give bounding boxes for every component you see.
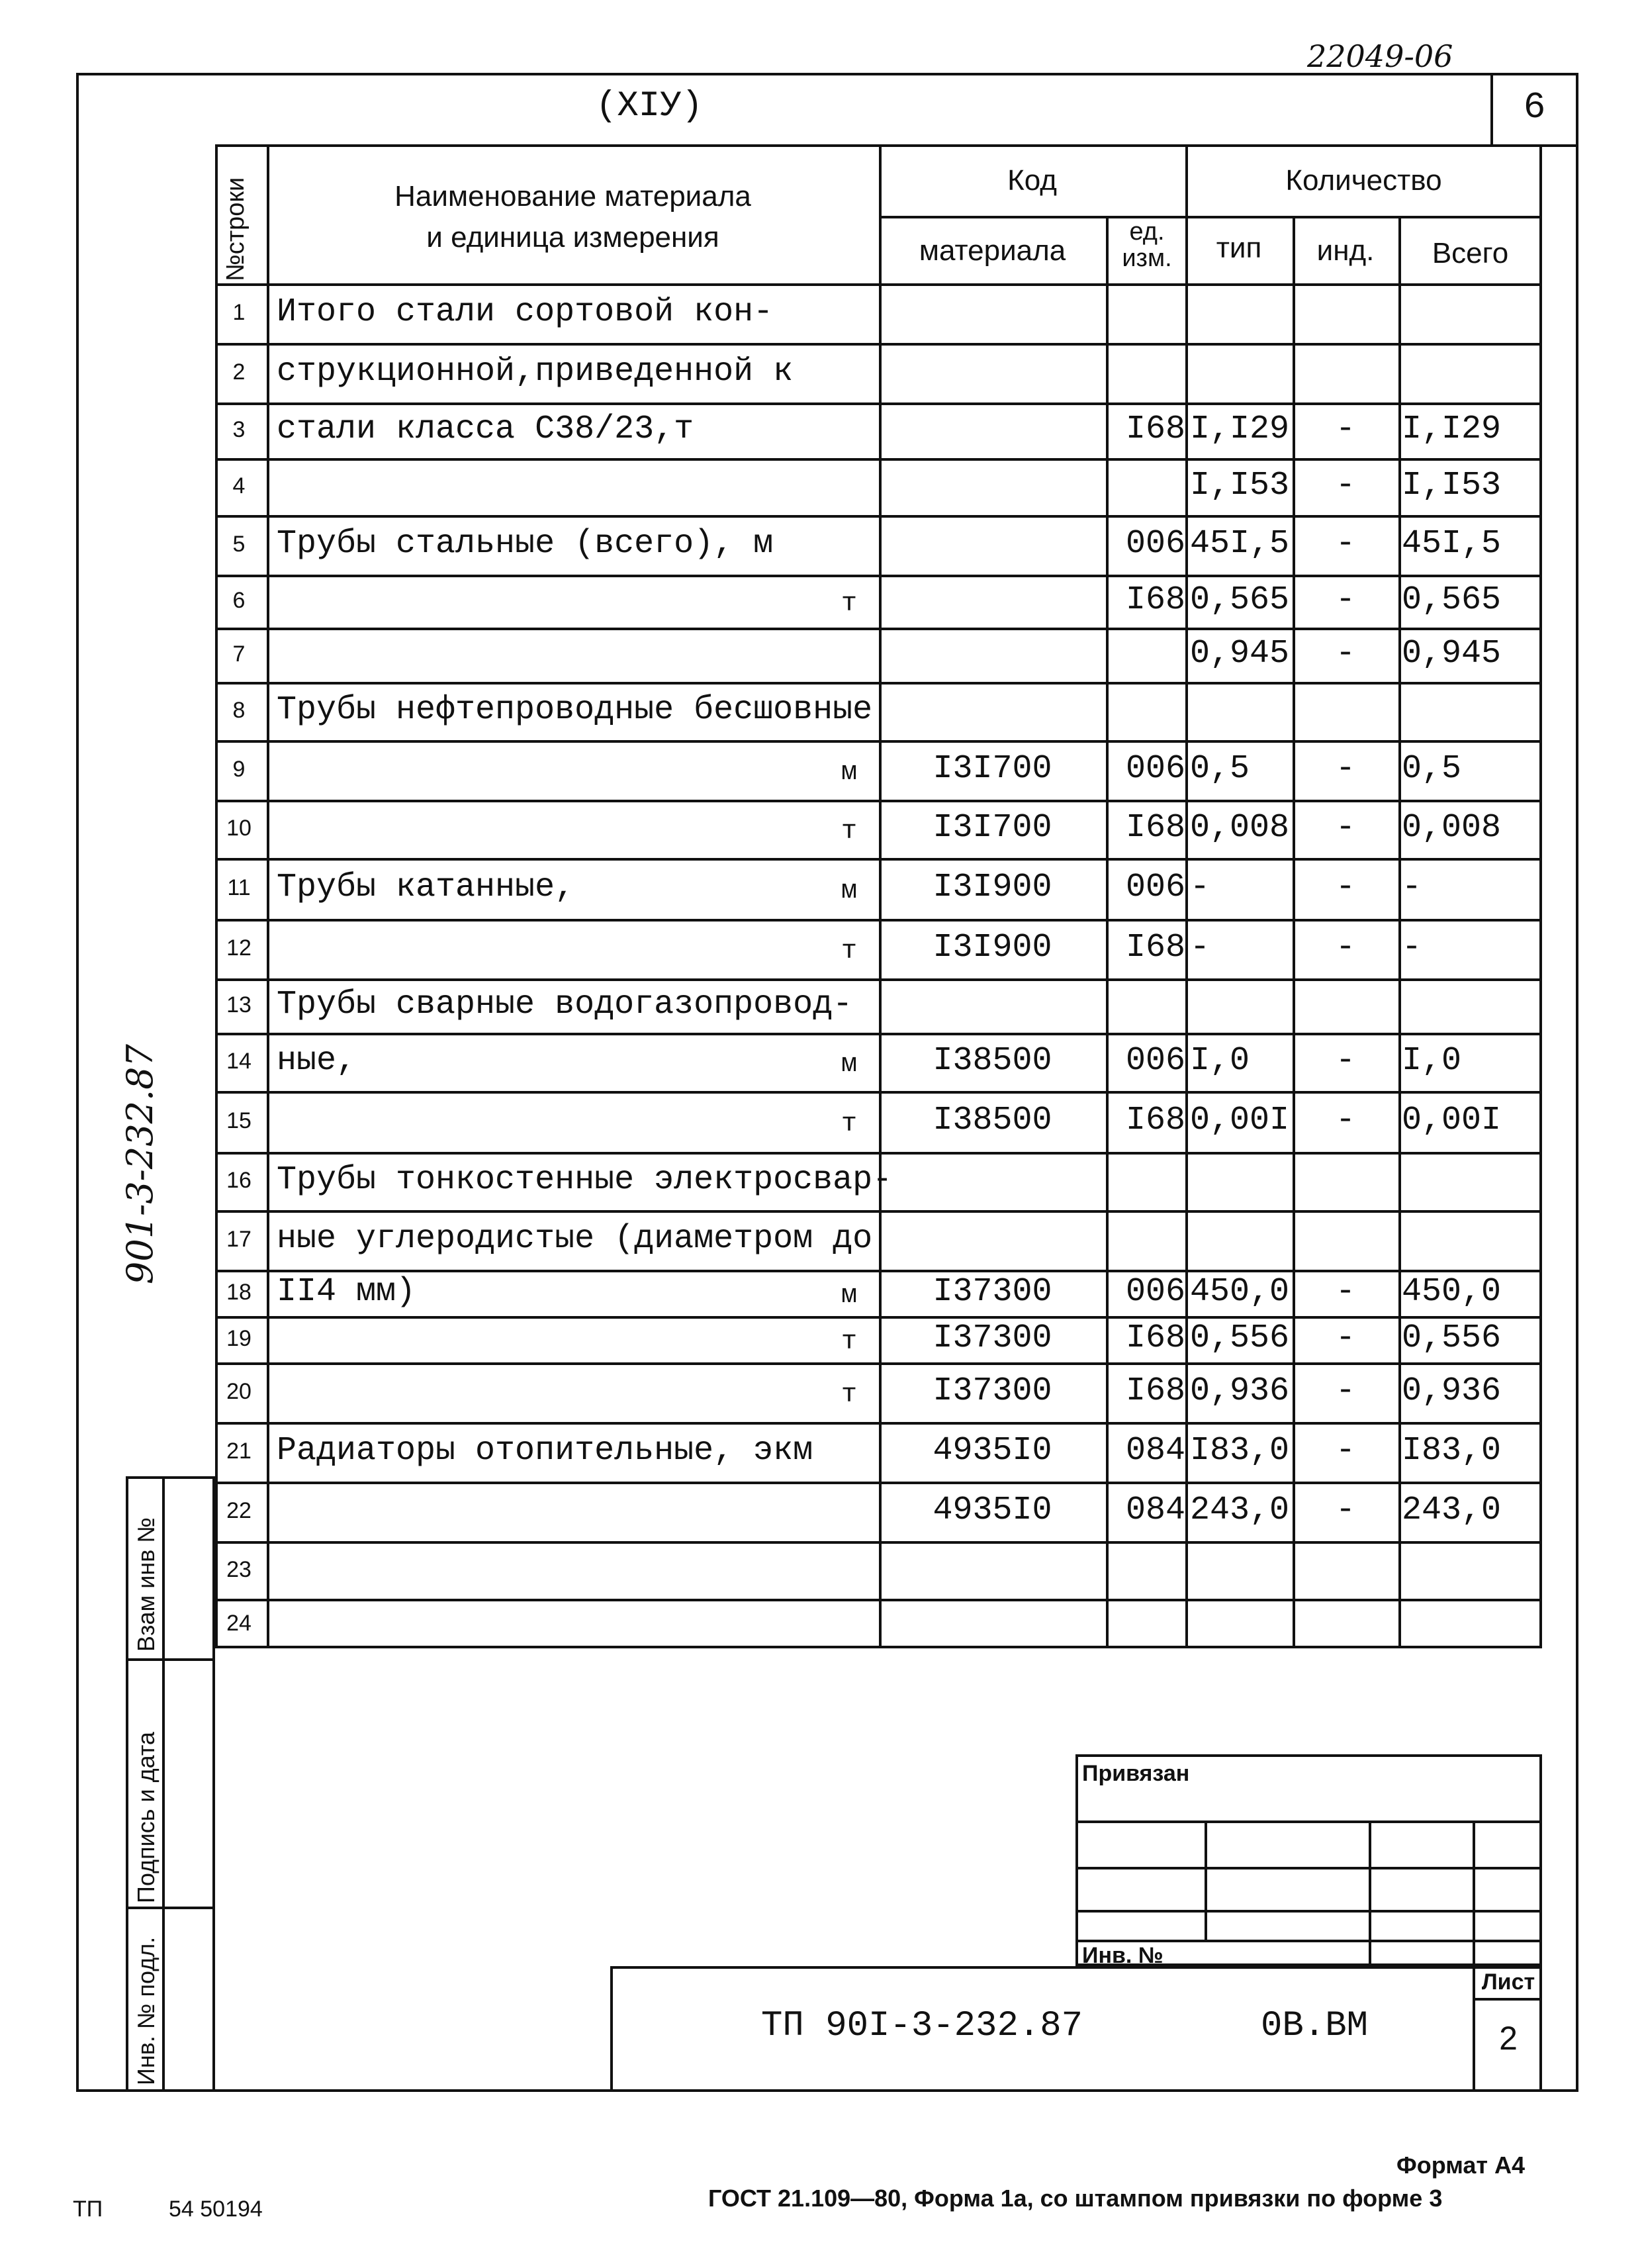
material-code: I3I700 xyxy=(933,809,1052,847)
unit-code: 006 xyxy=(1125,525,1185,563)
row-number: 2 xyxy=(232,359,246,385)
qty-ind: - xyxy=(1335,809,1355,847)
header-qty-type: тип xyxy=(1216,232,1262,264)
row-number: 9 xyxy=(232,757,246,782)
unit-code: I68 xyxy=(1125,581,1185,619)
header-quantity: Количество xyxy=(1285,164,1442,197)
header-name-line2: и единица измерения xyxy=(426,221,719,254)
material-code: I37300 xyxy=(933,1273,1052,1311)
binding-inv-label: Инв. № xyxy=(1082,1943,1163,1968)
row-divider xyxy=(215,1422,1542,1425)
row-divider xyxy=(215,919,1542,921)
side-divider-2 xyxy=(126,1907,215,1909)
row-number: 3 xyxy=(232,417,246,442)
row-number: 6 xyxy=(232,588,246,613)
row-divider xyxy=(215,458,1542,461)
qty-total: I,I29 xyxy=(1402,410,1502,448)
row-divider xyxy=(215,800,1542,802)
row-divider xyxy=(215,1091,1542,1094)
row-divider xyxy=(215,1270,1542,1272)
material-code: I38500 xyxy=(933,1042,1052,1080)
row-number: 12 xyxy=(226,935,251,961)
row-divider xyxy=(215,1599,1542,1601)
qty-ind: - xyxy=(1335,1102,1355,1139)
unit-code: 084 xyxy=(1125,1432,1185,1470)
row-number: 1 xyxy=(232,300,246,325)
qty-total: 0,945 xyxy=(1402,635,1502,673)
qty-ind: - xyxy=(1335,1432,1355,1470)
qty-total: - xyxy=(1402,869,1422,906)
row-number: 17 xyxy=(226,1227,251,1252)
qty-type: - xyxy=(1190,929,1210,967)
unit-code: 084 xyxy=(1125,1491,1185,1529)
qty-total: 0,936 xyxy=(1402,1372,1502,1410)
row-number: 23 xyxy=(226,1556,251,1582)
side-divider-1 xyxy=(126,1658,215,1661)
side-inv-podl: Инв. № подл. xyxy=(132,1936,160,2085)
material-name: ные углеродистые (диаметром до xyxy=(277,1220,873,1258)
binding-vline-3 xyxy=(1473,1820,1475,1966)
footer-format: Формат А4 xyxy=(1396,2151,1526,2179)
material-name: Итого стали сортовой кон- xyxy=(277,293,774,331)
qty-ind: - xyxy=(1335,467,1355,504)
document-reference: 22049-06 xyxy=(1307,38,1453,74)
material-code: I37300 xyxy=(933,1319,1052,1357)
row-divider xyxy=(215,628,1542,630)
qty-ind: - xyxy=(1335,581,1355,619)
qty-type: 0,008 xyxy=(1190,809,1290,847)
qty-ind: - xyxy=(1335,1042,1355,1080)
qty-total: 450,0 xyxy=(1402,1273,1502,1311)
unit-code: 006 xyxy=(1125,1042,1185,1080)
row-divider xyxy=(215,858,1542,861)
qty-total: 0,565 xyxy=(1402,581,1502,619)
qty-type: 0,936 xyxy=(1190,1372,1290,1410)
row-number: 20 xyxy=(226,1379,251,1404)
header-qty-total: Всего xyxy=(1432,237,1509,269)
unit-code: 006 xyxy=(1125,750,1185,788)
material-name: II4 мм) xyxy=(277,1273,416,1311)
material-code: I3I900 xyxy=(933,929,1052,967)
unit-mark: т xyxy=(841,1110,857,1139)
row-number: 11 xyxy=(227,875,251,900)
qty-type: - xyxy=(1190,869,1210,906)
row-number: 21 xyxy=(226,1439,251,1464)
footer-tp-number: 54 50194 xyxy=(169,2197,263,2222)
qty-ind: - xyxy=(1335,525,1355,563)
row-divider xyxy=(215,978,1542,981)
qty-total: 0,00I xyxy=(1402,1102,1502,1139)
row-divider xyxy=(215,1482,1542,1484)
unit-mark: т xyxy=(841,1380,857,1410)
row-number: 15 xyxy=(226,1108,251,1133)
row-number: 22 xyxy=(226,1498,251,1523)
row-number: 8 xyxy=(232,698,246,723)
unit-mark: т xyxy=(841,1327,857,1357)
title-mark: 0В.ВМ xyxy=(1261,2006,1369,2046)
unit-mark: т xyxy=(841,937,857,967)
material-code: 4935I0 xyxy=(933,1491,1052,1529)
qty-type: 0,565 xyxy=(1190,581,1290,619)
material-code: I37300 xyxy=(933,1372,1052,1410)
row-divider xyxy=(215,740,1542,743)
header-qty-ind: инд. xyxy=(1316,234,1375,267)
side-sign-date: Подпись и дата xyxy=(132,1732,160,1903)
sheet-corner-number: 6 xyxy=(1523,86,1546,128)
material-code: I38500 xyxy=(933,1102,1052,1139)
row-divider xyxy=(215,1152,1542,1155)
title-doc-code: ТП 90I-3-232.87 xyxy=(761,2006,1083,2046)
unit-mark: м xyxy=(841,1281,857,1311)
sheet-label: Лист xyxy=(1481,1969,1535,1995)
material-code: I3I900 xyxy=(933,869,1052,906)
material-name: Трубы сварные водогазопровод- xyxy=(277,986,853,1023)
footer-gost: ГОСТ 21.109—80, Форма 1а, со штампом привязки по форме 3 xyxy=(708,2185,1443,2212)
row-divider xyxy=(215,682,1542,685)
qty-ind: - xyxy=(1335,929,1355,967)
qty-ind: - xyxy=(1335,750,1355,788)
row-divider xyxy=(215,1362,1542,1365)
binding-vline-1 xyxy=(1205,1820,1207,1940)
header-row-number: №строки xyxy=(222,177,250,281)
col-line-total xyxy=(1398,216,1401,1648)
row-divider xyxy=(215,1316,1542,1319)
material-name: Трубы стальные (всего), м xyxy=(277,525,774,563)
row-number: 5 xyxy=(232,532,246,557)
binding-vline-2 xyxy=(1369,1820,1371,1966)
qty-ind: - xyxy=(1335,1491,1355,1529)
row-number: 10 xyxy=(226,816,251,841)
row-divider xyxy=(215,1033,1542,1035)
qty-total: 0,008 xyxy=(1402,809,1502,847)
side-vzam-inv: Взам инв № xyxy=(132,1517,160,1652)
binding-label: Привязан xyxy=(1082,1761,1190,1786)
qty-type: 0,945 xyxy=(1190,635,1290,673)
header-code: Код xyxy=(1007,164,1057,197)
material-name: стали класса С38/23,т xyxy=(277,410,694,448)
qty-type: 0,556 xyxy=(1190,1319,1290,1357)
qty-type: 243,0 xyxy=(1190,1491,1290,1529)
row-number: 7 xyxy=(232,641,246,667)
material-name: струкционной,приведенной к xyxy=(277,353,794,391)
unit-code: 006 xyxy=(1125,1273,1185,1311)
row-number: 14 xyxy=(226,1049,251,1074)
row-divider xyxy=(215,1541,1542,1544)
row-number: 18 xyxy=(226,1280,251,1305)
row-number: 16 xyxy=(226,1168,251,1193)
qty-type: I,I29 xyxy=(1190,410,1290,448)
unit-mark: м xyxy=(841,876,857,906)
material-name: Трубы тонкостенные электросвар- xyxy=(277,1161,893,1199)
qty-ind: - xyxy=(1335,635,1355,673)
unit-code: I68 xyxy=(1125,929,1185,967)
qty-total: I83,0 xyxy=(1402,1432,1502,1470)
unit-mark: т xyxy=(841,817,857,847)
unit-code: I68 xyxy=(1125,809,1185,847)
row-number: 24 xyxy=(226,1610,251,1636)
material-name: ные, xyxy=(277,1042,357,1080)
unit-code: 006 xyxy=(1125,869,1185,906)
qty-ind: - xyxy=(1335,1273,1355,1311)
row-number: 4 xyxy=(232,473,246,498)
qty-total: I,I53 xyxy=(1402,467,1502,504)
unit-mark: м xyxy=(841,758,857,788)
header-code-material: материала xyxy=(919,234,1066,267)
qty-total: 45I,5 xyxy=(1402,525,1502,563)
qty-total: 0,556 xyxy=(1402,1319,1502,1357)
section-title: (XIУ) xyxy=(596,86,704,126)
row-divider xyxy=(215,343,1542,346)
qty-ind: - xyxy=(1335,869,1355,906)
qty-type: 0,00I xyxy=(1190,1102,1290,1139)
side-doc-number: 901-3-232.87 xyxy=(119,1044,161,1284)
row-divider xyxy=(215,1210,1542,1213)
header-name-line1: Наименование материала xyxy=(394,180,751,213)
qty-type: 450,0 xyxy=(1190,1273,1290,1311)
qty-type: I,0 xyxy=(1190,1042,1250,1080)
side-inner-line xyxy=(162,1476,165,2092)
unit-code: I68 xyxy=(1125,410,1185,448)
qty-ind: - xyxy=(1335,1372,1355,1410)
footer-tp: ТП xyxy=(73,2197,103,2222)
material-name: Трубы нефтепроводные бесшовные xyxy=(277,691,873,729)
unit-code: I68 xyxy=(1125,1372,1185,1410)
qty-ind: - xyxy=(1335,1319,1355,1357)
row-number: 13 xyxy=(226,992,251,1017)
qty-total: I,0 xyxy=(1402,1042,1462,1080)
qty-type: I,I53 xyxy=(1190,467,1290,504)
material-code: 4935I0 xyxy=(933,1432,1052,1470)
qty-type: 0,5 xyxy=(1190,750,1250,788)
row-number: 19 xyxy=(226,1326,251,1351)
qty-total: 0,5 xyxy=(1402,750,1462,788)
row-divider xyxy=(215,515,1542,518)
title-block-sheet-line xyxy=(1473,1998,1542,2001)
material-name: Трубы катанные, xyxy=(277,869,575,906)
row-divider xyxy=(215,575,1542,577)
unit-mark: т xyxy=(841,589,857,619)
qty-type: 45I,5 xyxy=(1190,525,1290,563)
qty-total: 243,0 xyxy=(1402,1491,1502,1529)
unit-mark: м xyxy=(841,1050,857,1080)
row-divider xyxy=(215,402,1542,405)
sheet-number: 2 xyxy=(1499,2020,1518,2057)
header-subline xyxy=(879,216,1542,218)
qty-total: - xyxy=(1402,929,1422,967)
qty-ind: - xyxy=(1335,410,1355,448)
header-code-unit: ед. изм. xyxy=(1122,218,1172,272)
qty-type: I83,0 xyxy=(1190,1432,1290,1470)
unit-code: I68 xyxy=(1125,1102,1185,1139)
unit-code: I68 xyxy=(1125,1319,1185,1357)
material-code: I3I700 xyxy=(933,750,1052,788)
material-name: Радиаторы отопительные, экм xyxy=(277,1432,813,1470)
